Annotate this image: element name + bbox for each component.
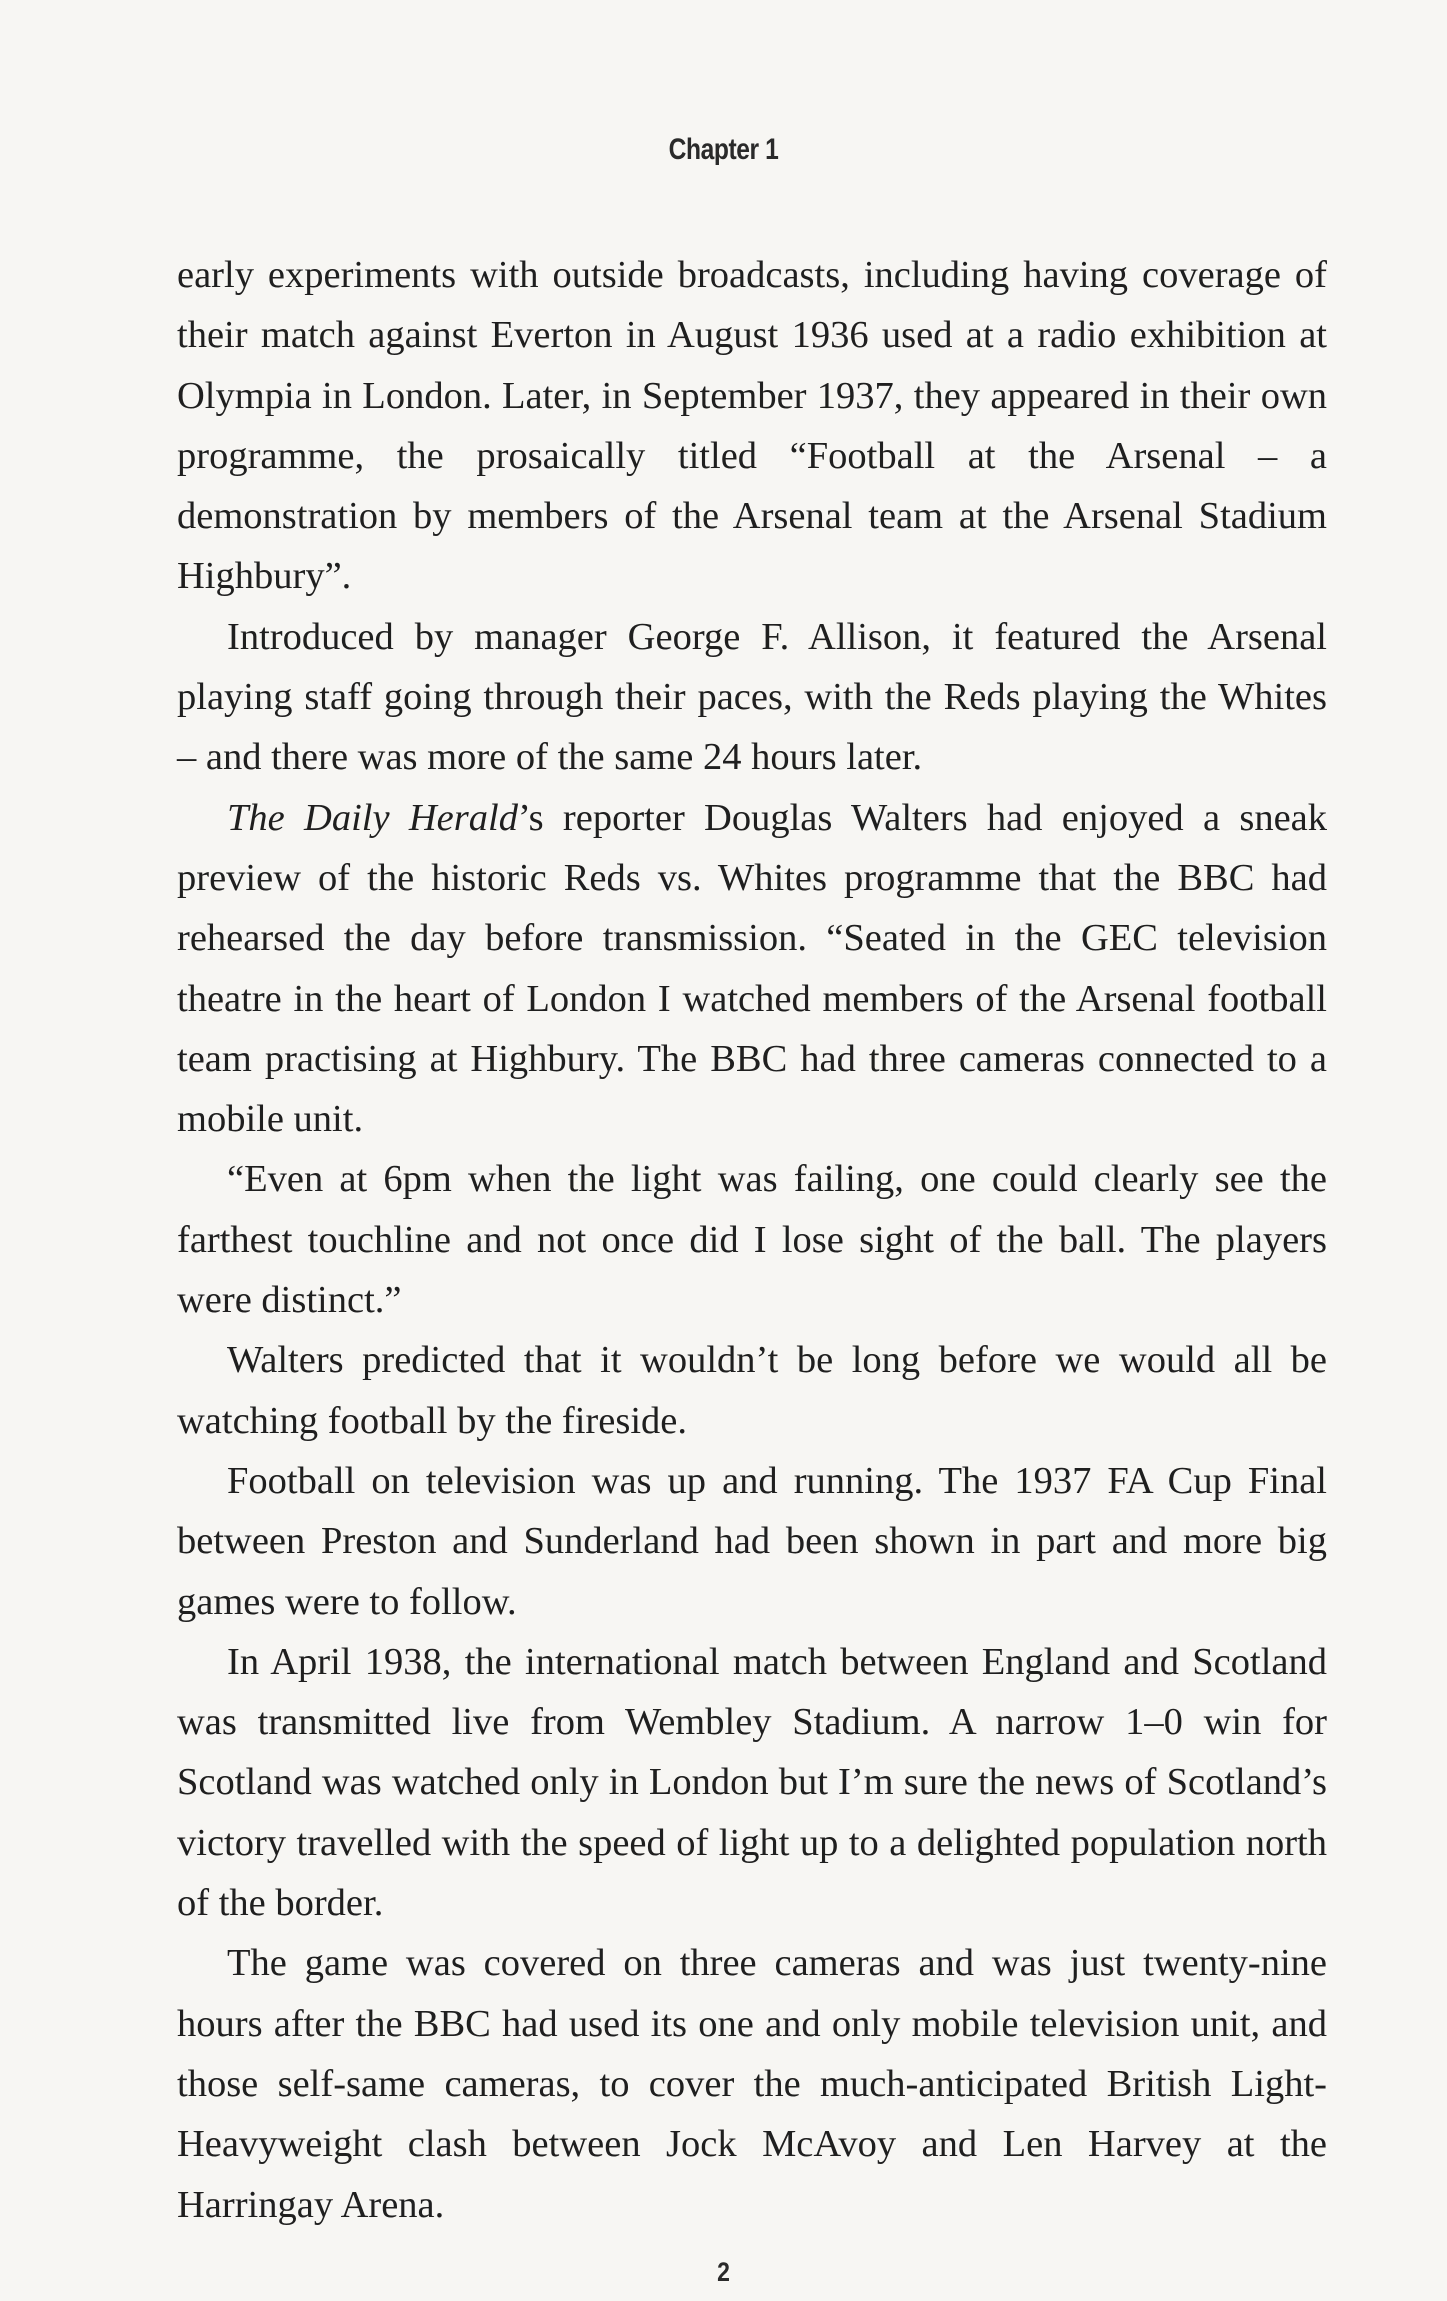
page-number: 2 [717,2257,730,2287]
paragraph: The game was covered on three cameras and was just twenty-nine hours after the BBC had used its one and only mobile television unit, and those self-same cameras, to cover the much-anticipated British Light-Heavyweight clash between Jock McAvoy and Len Harvey at the Harringay Arena. [177,1942,1327,2226]
paragraph: Walters predicted that it wouldn’t be long before we would all be watching football by the fireside. [177,1339,1327,1442]
paragraph: early experiments with outside broadcasts, including having coverage of their match against Everton in August 1936 used at a radio exhibition at Olympia in London. Later, in September 1937, they appeared in their own programme, the prosaically titled “Football at the Arsenal – a demonstration by members of the Arsenal team at the Arsenal Stadium Highbury”. [177,254,1327,598]
paragraph-text: ’s reporter Douglas Walters had enjoyed a sneak preview of the historic Reds vs. Whites programme that the BBC had rehearsed the day before transmission. “Seated in the GEC television theatre in the heart of London I watched members of the Arsenal football team practising at Highbury. The BBC had three cameras connected to a mobile unit. [177,796,1327,1141]
paragraph: “Even at 6pm when the light was failing, one could clearly see the farthest touchline and not once did I lose sight of the ball. The players were distinct.” [177,1158,1327,1322]
paragraph [177,788,1327,1150]
body-text [177,245,1327,2235]
publication-title: The Daily Herald [227,796,518,839]
paragraph: In April 1938, the international match between England and Scotland was transmitted live from Wembley Stadium. A narrow 1–0 win for Scotland was watched only in London but I’m sure the news of Scotland’s victory travelled with the speed of light up to a delighted population north of the border. [177,1640,1327,1925]
paragraph: Football on television was up and running. The 1937 FA Cup Final between Preston and Sunderland had been shown in part and more big games were to follow. [177,1459,1327,1623]
paragraph: Introduced by manager George F. Allison, it featured the Arsenal playing staff going through their paces, with the Reds playing the Whites – and there was more of the same 24 hours later. [177,615,1327,779]
running-head: Chapter 1 [668,133,779,166]
